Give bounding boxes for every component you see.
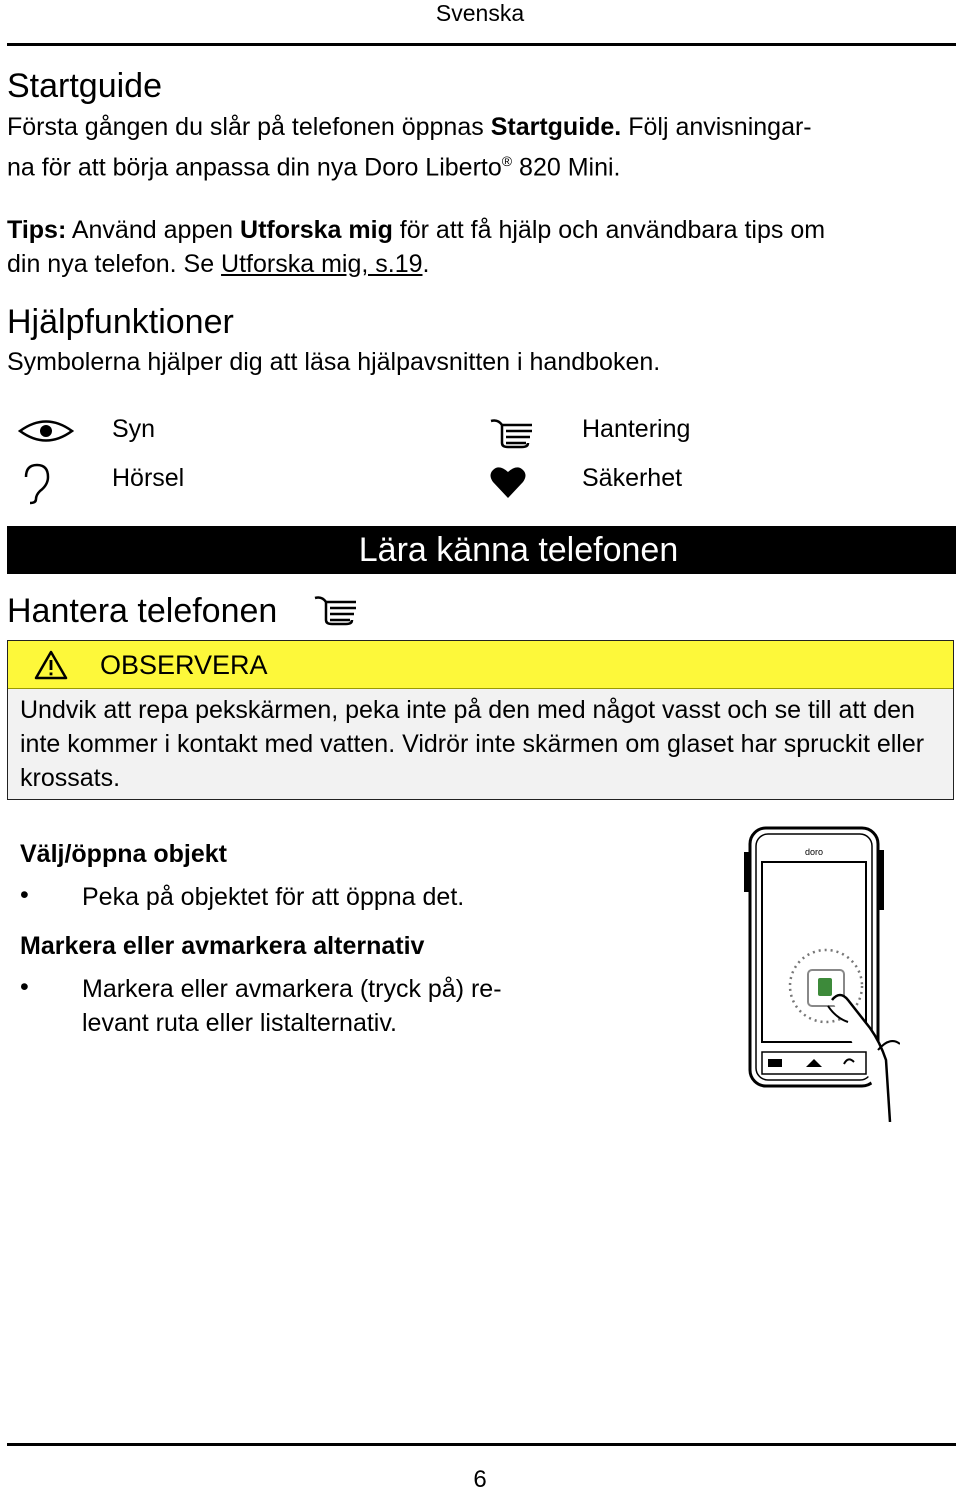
tips-paragraph (7, 213, 952, 281)
warning-note-title: OBSERVERA (100, 650, 268, 680)
phone-brand-logo: doro (804, 847, 824, 857)
registered-mark: ® (501, 153, 513, 169)
phone-illustration (740, 822, 900, 1122)
footer-divider (7, 1443, 956, 1446)
header-divider (7, 43, 956, 46)
startguide-bold: Startguide. (490, 113, 622, 141)
mark-bullet-line: levant ruta eller listalternativ. (82, 1009, 397, 1037)
bullet-marker: • (20, 973, 29, 1001)
mark-bullet (82, 972, 502, 1040)
help-intro: Symbolerna hjälper dig att läsa hjälpavsnitten i handboken. (7, 348, 661, 376)
warning-note (7, 640, 954, 800)
hand-icon (488, 417, 536, 449)
text-run: 820 Mini. (512, 153, 621, 182)
page-number: 6 (473, 1466, 487, 1493)
section-banner (7, 526, 956, 574)
select-heading: Välj/öppna objekt (20, 840, 227, 868)
text-run: Följ anvisningar- (621, 113, 812, 141)
hand-icon (312, 594, 360, 626)
handle-heading: Hantera telefonen (7, 592, 278, 630)
text-run: för att få hjälp och användbara tips om (392, 216, 826, 244)
section-banner-title: Lära känna telefonen (358, 531, 679, 569)
ear-icon (20, 463, 54, 505)
warning-note-header (8, 641, 953, 689)
text-run: Första gången du slår på telefonen öppnas (7, 113, 491, 141)
text-run: Använd appen (66, 216, 241, 244)
startguide-paragraph (7, 110, 952, 184)
eye-icon (18, 416, 74, 446)
symbol-label-horsel: Hörsel (112, 464, 185, 492)
bullet-marker: • (20, 881, 29, 909)
startguide-heading: Startguide (7, 67, 162, 105)
text-run: na för att börja anpassa din nya Doro Liberto (7, 153, 502, 182)
warning-icon (34, 650, 68, 680)
help-heading: Hjälpfunktioner (7, 303, 234, 341)
select-bullet: Peka på objektet för att öppna det. (82, 883, 465, 911)
heart-icon (490, 465, 526, 499)
header-language: Svenska (435, 0, 525, 26)
symbol-label-sakerhet: Säkerhet (582, 464, 683, 492)
tips-label: Tips: (7, 216, 67, 244)
mark-heading: Markera eller avmarkera alternativ (20, 932, 425, 960)
text-run: din nya telefon. Se (7, 250, 222, 278)
warning-note-body: Undvik att repa pekskärmen, peka inte på den med något vasst och se till att den inte kommer i kontakt med vatten. Vidrör inte skärmen om glaset har spruckit eller krossats. (20, 696, 925, 792)
text-run: . (422, 250, 430, 278)
mark-bullet-line: Markera eller avmarkera (tryck på) re- (82, 975, 502, 1003)
tips-app-name: Utforska mig (240, 216, 393, 244)
symbol-label-syn: Syn (112, 415, 156, 443)
symbol-label-hantering: Hantering (582, 415, 691, 443)
tips-link[interactable]: Utforska mig, s.19 (221, 250, 423, 278)
